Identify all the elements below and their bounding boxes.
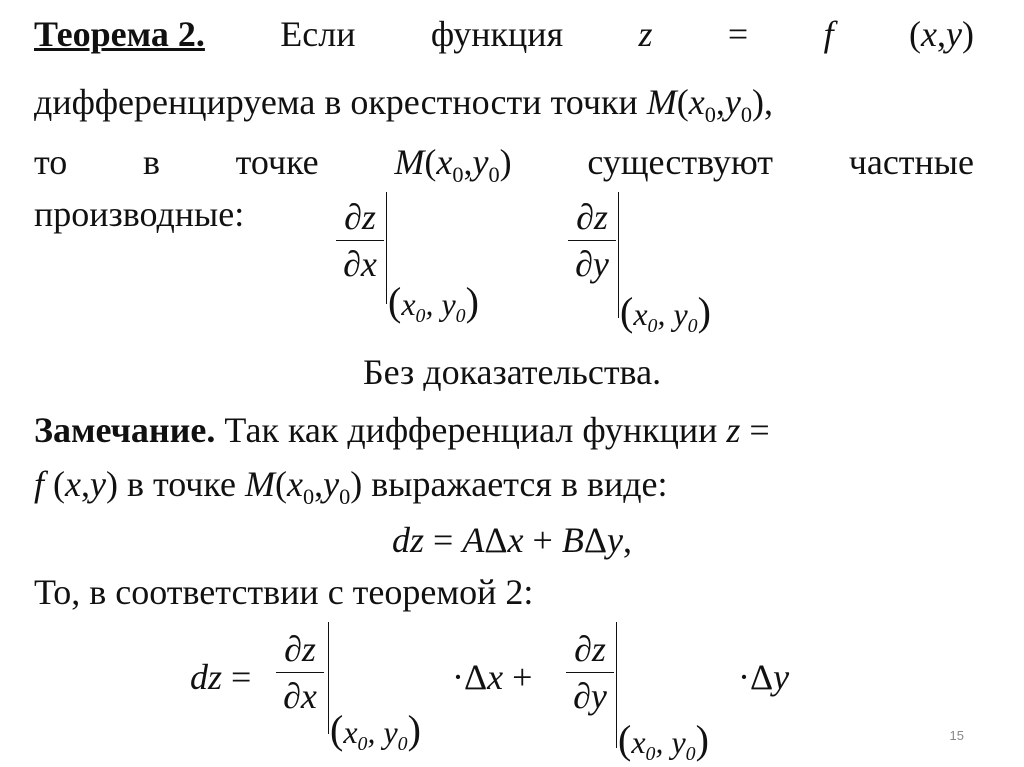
word: частные [848, 142, 974, 182]
evaluation-bar [328, 622, 329, 734]
theorem-line-3 [34, 142, 974, 187]
partial-x-fraction [336, 196, 384, 285]
remark-line-2 [34, 464, 974, 509]
word: то [34, 142, 68, 182]
partial-y-fraction [568, 196, 616, 285]
fraction-denominator: ∂y [575, 244, 609, 284]
theorem-text: дифференцируема в окрестности точки [34, 82, 638, 122]
evaluation-point: ($x_0$, $y_0$) [620, 289, 711, 337]
word: в [142, 142, 160, 182]
theorem-line-4 [34, 194, 974, 234]
word: Если [280, 14, 356, 54]
word: точке [235, 142, 319, 182]
fraction-denominator: ∂x [343, 244, 377, 284]
theorem-text: производные: [34, 194, 245, 234]
fraction-numerator: ∂z [344, 197, 376, 237]
fraction-bar [276, 672, 324, 673]
partial-x-fraction [276, 628, 324, 717]
fraction-numerator: ∂z [284, 629, 316, 669]
formula-lhs: dz = [190, 657, 252, 697]
fraction-denominator: ∂y [573, 676, 607, 716]
evaluation-point: ($x_0$, $y_0$) [618, 717, 709, 765]
differential-formula: dz = AΔx + BΔy, [392, 520, 632, 560]
evaluation-point: ($x_0$, $y_0$) [388, 279, 479, 327]
fraction-bar [566, 672, 614, 673]
slide-number: 15 [949, 728, 964, 743]
fraction-denominator: ∂x [283, 676, 317, 716]
remark-text: f (x,y) в точке $M(x_0,y_0)$ выражается в виде: [34, 464, 668, 509]
point-notation: $M(x_0,y_0)$ [394, 142, 512, 187]
no-proof-note: Без доказательства. [362, 352, 662, 392]
function-args: (x,y) [908, 14, 974, 54]
fraction-bar [568, 240, 616, 241]
function-notation: f [823, 14, 834, 54]
evaluation-bar [386, 192, 387, 304]
remark-line-1 [34, 410, 974, 450]
evaluation-bar [618, 192, 619, 318]
fraction-numerator: ∂z [576, 197, 608, 237]
word: существуют [587, 142, 774, 182]
fraction-bar [336, 240, 384, 241]
function-notation: z [638, 14, 653, 54]
point-notation: $M(x_0,y_0)$, [646, 82, 774, 127]
partial-y-fraction [566, 628, 614, 717]
remark-line-3 [34, 572, 974, 612]
remark-label: Замечание. [34, 410, 216, 450]
formula-multiplier: ·Δx + [452, 657, 533, 697]
theorem-line-1 [34, 14, 974, 54]
theorem-line-2 [34, 82, 974, 127]
evaluation-point: ($x_0$, $y_0$) [330, 707, 421, 755]
word: функция [430, 14, 564, 54]
equals-sign: = [727, 14, 749, 54]
formula-multiplier: ·Δy [738, 657, 790, 697]
evaluation-bar [616, 622, 617, 748]
remark-text: То, в соответствии с теоремой 2: [34, 572, 534, 612]
remark-text: Так как дифференциал функции z = [224, 410, 770, 450]
theorem-label: Теорема 2. [34, 14, 205, 54]
fraction-numerator: ∂z [574, 629, 606, 669]
